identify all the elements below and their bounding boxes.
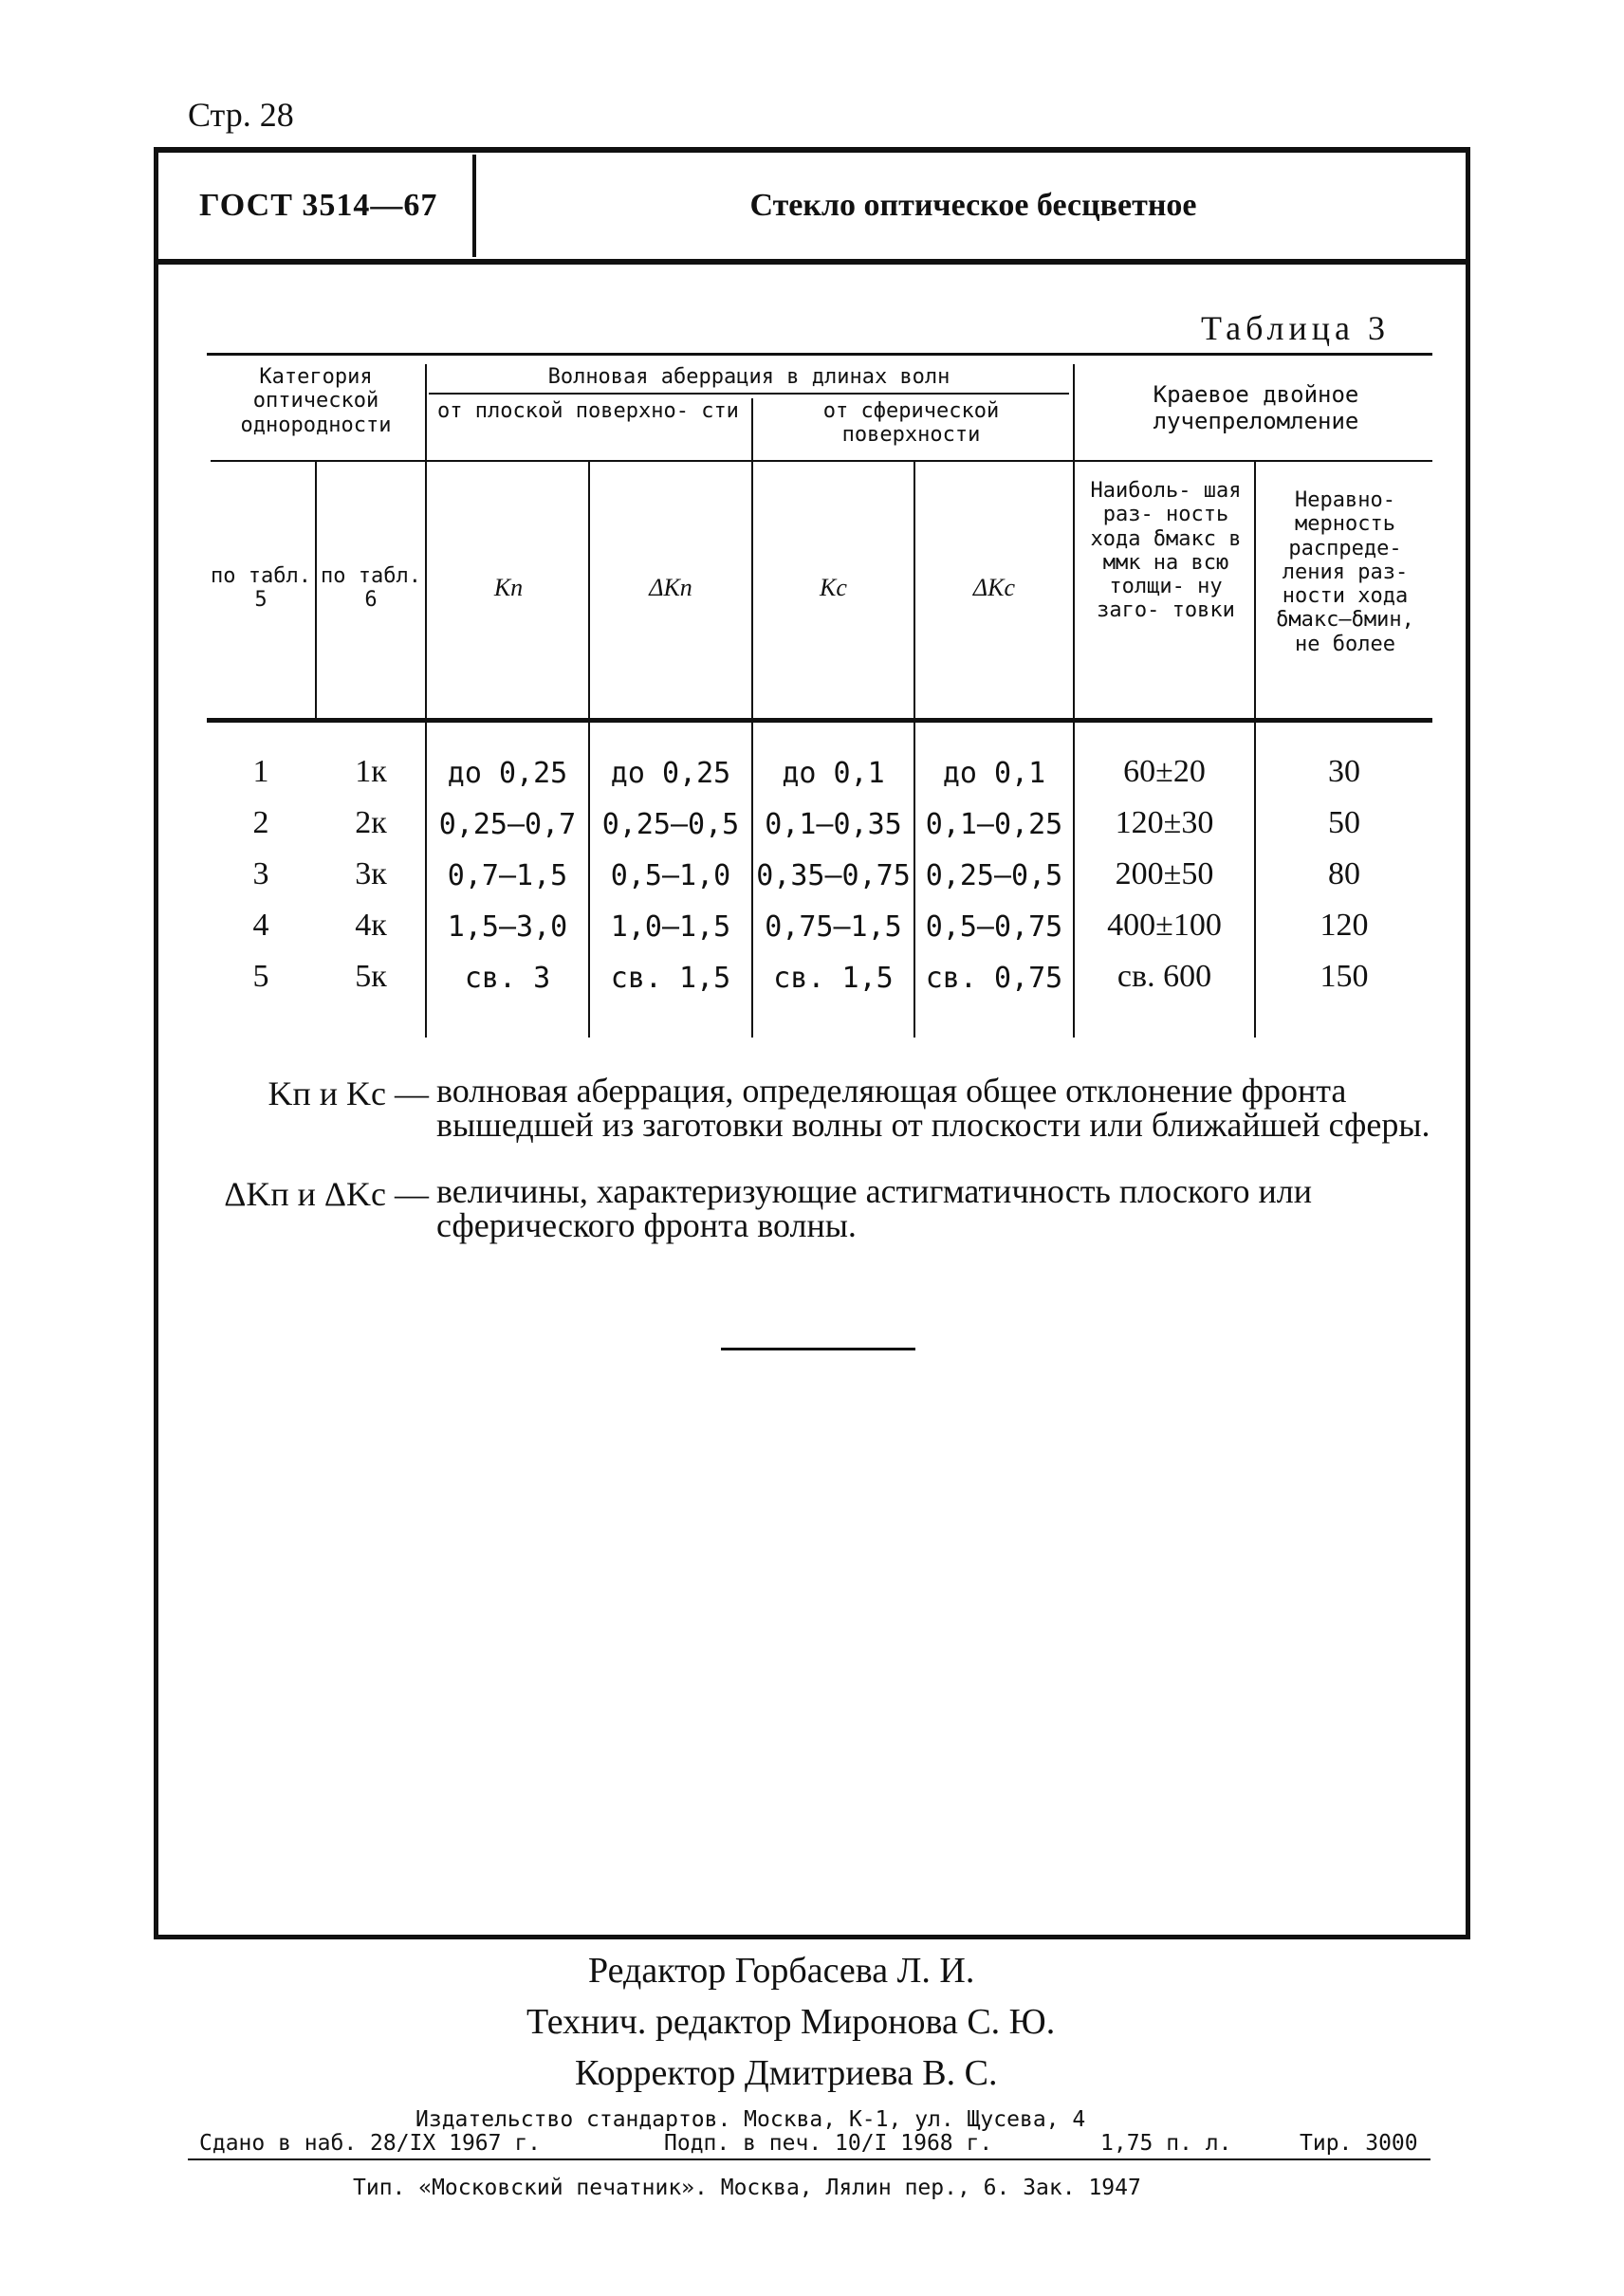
cell-nonuni: 30: [1328, 754, 1360, 789]
cell-t5: 3: [252, 856, 269, 891]
cell-dmax: 120±30: [1115, 805, 1214, 840]
header-max-diff: Наиболь- шая раз- ность хода δмакс в ммк на всю толщи- ну заго- товки: [1090, 479, 1242, 623]
header-birefringence: Краевое двойное лучепреломление: [1153, 381, 1359, 434]
page-number: Стр. 28: [188, 96, 294, 134]
cell-dkc: 0,25—0,5: [925, 859, 1063, 892]
col-divider: [588, 462, 590, 1038]
cell-t5: 5: [252, 959, 269, 994]
cell-nonuni: 150: [1320, 959, 1369, 994]
cell-dkc: до 0,1: [942, 757, 1046, 790]
cell-dkc: св. 0,75: [925, 962, 1063, 995]
col-divider: [1254, 462, 1256, 1038]
cell-kp: св. 3: [464, 962, 551, 995]
header-table6: по табл. 6: [321, 564, 421, 613]
header-table5: по табл. 5: [211, 564, 311, 613]
imprint-submitted: Сдано в наб. 28/IX 1967 г.: [199, 2131, 542, 2156]
cell-dmax: 60±20: [1123, 754, 1206, 789]
header-wave-flat: от плоской поверхно- сти: [437, 399, 739, 423]
cell-kp: 0,25—0,7: [438, 808, 577, 841]
header-bottom-rule: [207, 718, 1432, 723]
cell-dmax: св. 600: [1116, 959, 1212, 994]
header-dkc: ΔKс: [972, 574, 1016, 601]
cell-t5: 1: [252, 754, 269, 789]
cell-kc: 0,35—0,75: [756, 859, 911, 892]
cell-t6: 5к: [355, 959, 387, 994]
col-divider: [914, 462, 915, 1038]
header-nonuniformity: Неравно- мерность распреде- ления раз- ности хода δмакс—δмин, не более: [1276, 488, 1414, 656]
cell-kp: до 0,25: [447, 757, 568, 790]
note-term: ΔKп и ΔKс —: [224, 1175, 429, 1213]
cell-kp: 1,5—3,0: [447, 910, 568, 944]
header-sub-rule: [211, 460, 1432, 462]
document-title: Стекло оптическое бесцветное: [749, 188, 1197, 223]
cell-dkp: до 0,25: [610, 757, 731, 790]
cell-dmax: 200±50: [1115, 856, 1214, 891]
credit-editor: Редактор Горбасева Л. И.: [588, 1951, 975, 1991]
cell-dkc: 0,1—0,25: [925, 808, 1063, 841]
cell-t6: 1к: [355, 754, 387, 789]
cell-dkp: 0,25—0,5: [601, 808, 740, 841]
cell-dmax: 400±100: [1107, 908, 1222, 943]
note-text: волновая аберрация, определяющая общее отклонение фронта вышедшей из заготовки волны от плоскости или ближайшей сферы.: [436, 1072, 1430, 1144]
header-wave-sphere: от сферической поверхности: [822, 399, 1000, 448]
cell-t6: 4к: [355, 908, 387, 943]
cell-kc: до 0,1: [782, 757, 885, 790]
credit-tech-editor: Технич. редактор Миронова С. Ю.: [526, 2002, 1056, 2042]
header-dkp: ΔKп: [649, 574, 692, 601]
table-label: Таблица 3: [1201, 309, 1390, 347]
cell-kc: 0,75—1,5: [765, 910, 902, 944]
cell-kc: 0,1—0,35: [765, 808, 902, 841]
note-text: величины, характеризующие астигматичность плоского или сферического фронта волны.: [436, 1172, 1312, 1244]
note-term: Kп и Kс —: [268, 1075, 429, 1112]
standard-code: ГОСТ 3514—67: [199, 188, 438, 223]
cell-dkp: 1,0—1,5: [610, 910, 731, 944]
imprint-rule: [188, 2158, 1430, 2160]
imprint-printer: Тип. «Московский печатник». Москва, Лялин пер., 6. Зак. 1947: [353, 2176, 1141, 2200]
cell-kp: 0,7—1,5: [447, 859, 568, 892]
cell-t5: 2: [252, 805, 269, 840]
table-top-rule: [207, 353, 1432, 356]
cell-nonuni: 120: [1320, 908, 1369, 943]
cell-t6: 2к: [355, 805, 387, 840]
cell-nonuni: 50: [1328, 805, 1360, 840]
section-rule: [721, 1348, 915, 1350]
cell-kc: св. 1,5: [773, 962, 894, 995]
wave-group-rule: [429, 393, 1069, 395]
cell-t6: 3к: [355, 856, 387, 891]
imprint-sheets: 1,75 п. л.: [1100, 2131, 1232, 2156]
imprint-print-run: Тир. 3000: [1300, 2131, 1418, 2156]
header-kp: Kп: [493, 574, 524, 601]
imprint-publisher: Издательство стандартов. Москва, К-1, ул. Щусева, 4: [415, 2107, 1086, 2132]
cell-dkc: 0,5—0,75: [925, 910, 1063, 944]
cell-t5: 4: [252, 908, 269, 943]
header-kc: Kс: [820, 574, 847, 601]
cell-dkp: св. 1,5: [610, 962, 731, 995]
cell-nonuni: 80: [1328, 856, 1360, 891]
imprint-signed: Подп. в печ. 10/I 1968 г.: [664, 2131, 993, 2156]
header-wave: Волновая аберрация в длинах волн: [547, 365, 950, 389]
cell-dkp: 0,5—1,0: [610, 859, 731, 892]
header-divider: [154, 259, 1470, 265]
header-category: Категория оптической однородности: [240, 365, 392, 437]
credit-corrector: Корректор Дмитриева В. С.: [575, 2053, 998, 2093]
